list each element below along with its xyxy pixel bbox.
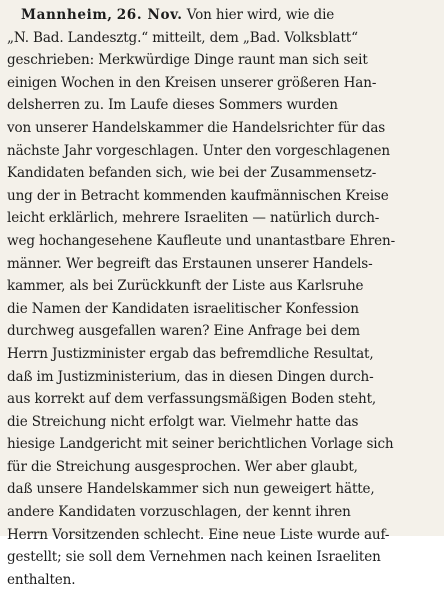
dateline-place: Mannheim, [20,7,113,23]
article-line-1-text: Von hier wird, wie die [186,7,335,23]
article-line-4: einigen Wochen in den Kreisen unserer größeren Han- [7,74,377,91]
article-line-12: männer. Wer begreift das Erstaunen unserer Handels- [7,255,373,272]
article-line-18: aus korrekt auf dem verfassungsmäßigen Boden steht, [7,391,377,408]
article-line-3: geschrieben: Merkwürdige Dinge raunt man sich seit [7,52,368,69]
article-line-8: Kandidaten befanden sich, wie bei der Zusammensetz- [7,165,377,182]
article-line-20: hiesige Landgericht mit seiner berichtlichen Vorlage sich [7,436,394,453]
article-line-26: enthalten. [7,571,76,588]
article-line-23: andere Kandidaten vorzuschlagen, der kennt ihren [7,504,351,521]
article-line-10: leicht erklärlich, mehrere Israeliten — natürlich durch- [7,210,380,227]
article-line-5: delsherren zu. Im Laufe dieses Sommers wurden [7,97,338,114]
article-line-7: nächste Jahr vorgeschlagen. Unter den vorgeschlagenen [7,142,390,159]
dateline-date: 26. Nov. [116,7,183,23]
article-line-16: Herrn Justizminister ergab das befremdliche Resultat, [7,345,374,362]
article-line-15: durchweg ausgefallen waren? Eine Anfrage bei dem [7,323,360,340]
article-line-22: daß unsere Handelskammer sich nun geweigert hätte, [7,481,375,498]
article-line-6: von unserer Handelskammer die Handelsrichter für das [7,119,386,136]
article-line-13: kammer, als bei Zurückkunft der Liste aus Karlsruhe [7,278,364,295]
article-line-1 [7,4,441,27]
article-line-11: weg hochangesehene Kaufleute und unantastbare Ehren- [7,232,396,249]
article-line-21: für die Streichung ausgesprochen. Wer aber glaubt, [7,458,358,475]
article-line-19: die Streichung nicht erfolgt war. Vielmehr hatte das [7,413,359,430]
article-line-25: gestellt; sie soll dem Vernehmen nach keinen Israeliten [7,549,381,566]
article-text [7,4,442,591]
article-line-14: die Namen der Kandidaten israelitischer Konfession [7,300,359,317]
article-line-9: ung der in Betracht kommenden kaufmännischen Kreise [7,187,389,204]
article-line-17: daß im Justizministerium, das in diesen Dingen durch- [7,368,374,385]
article-line-2: „N. Bad. Landesztg.“ mitteilt, dem „Bad. Volksblatt“ [7,29,358,46]
article-line-24: Herrn Vorsitzenden schlecht. Eine neue Liste wurde auf- [7,526,390,543]
